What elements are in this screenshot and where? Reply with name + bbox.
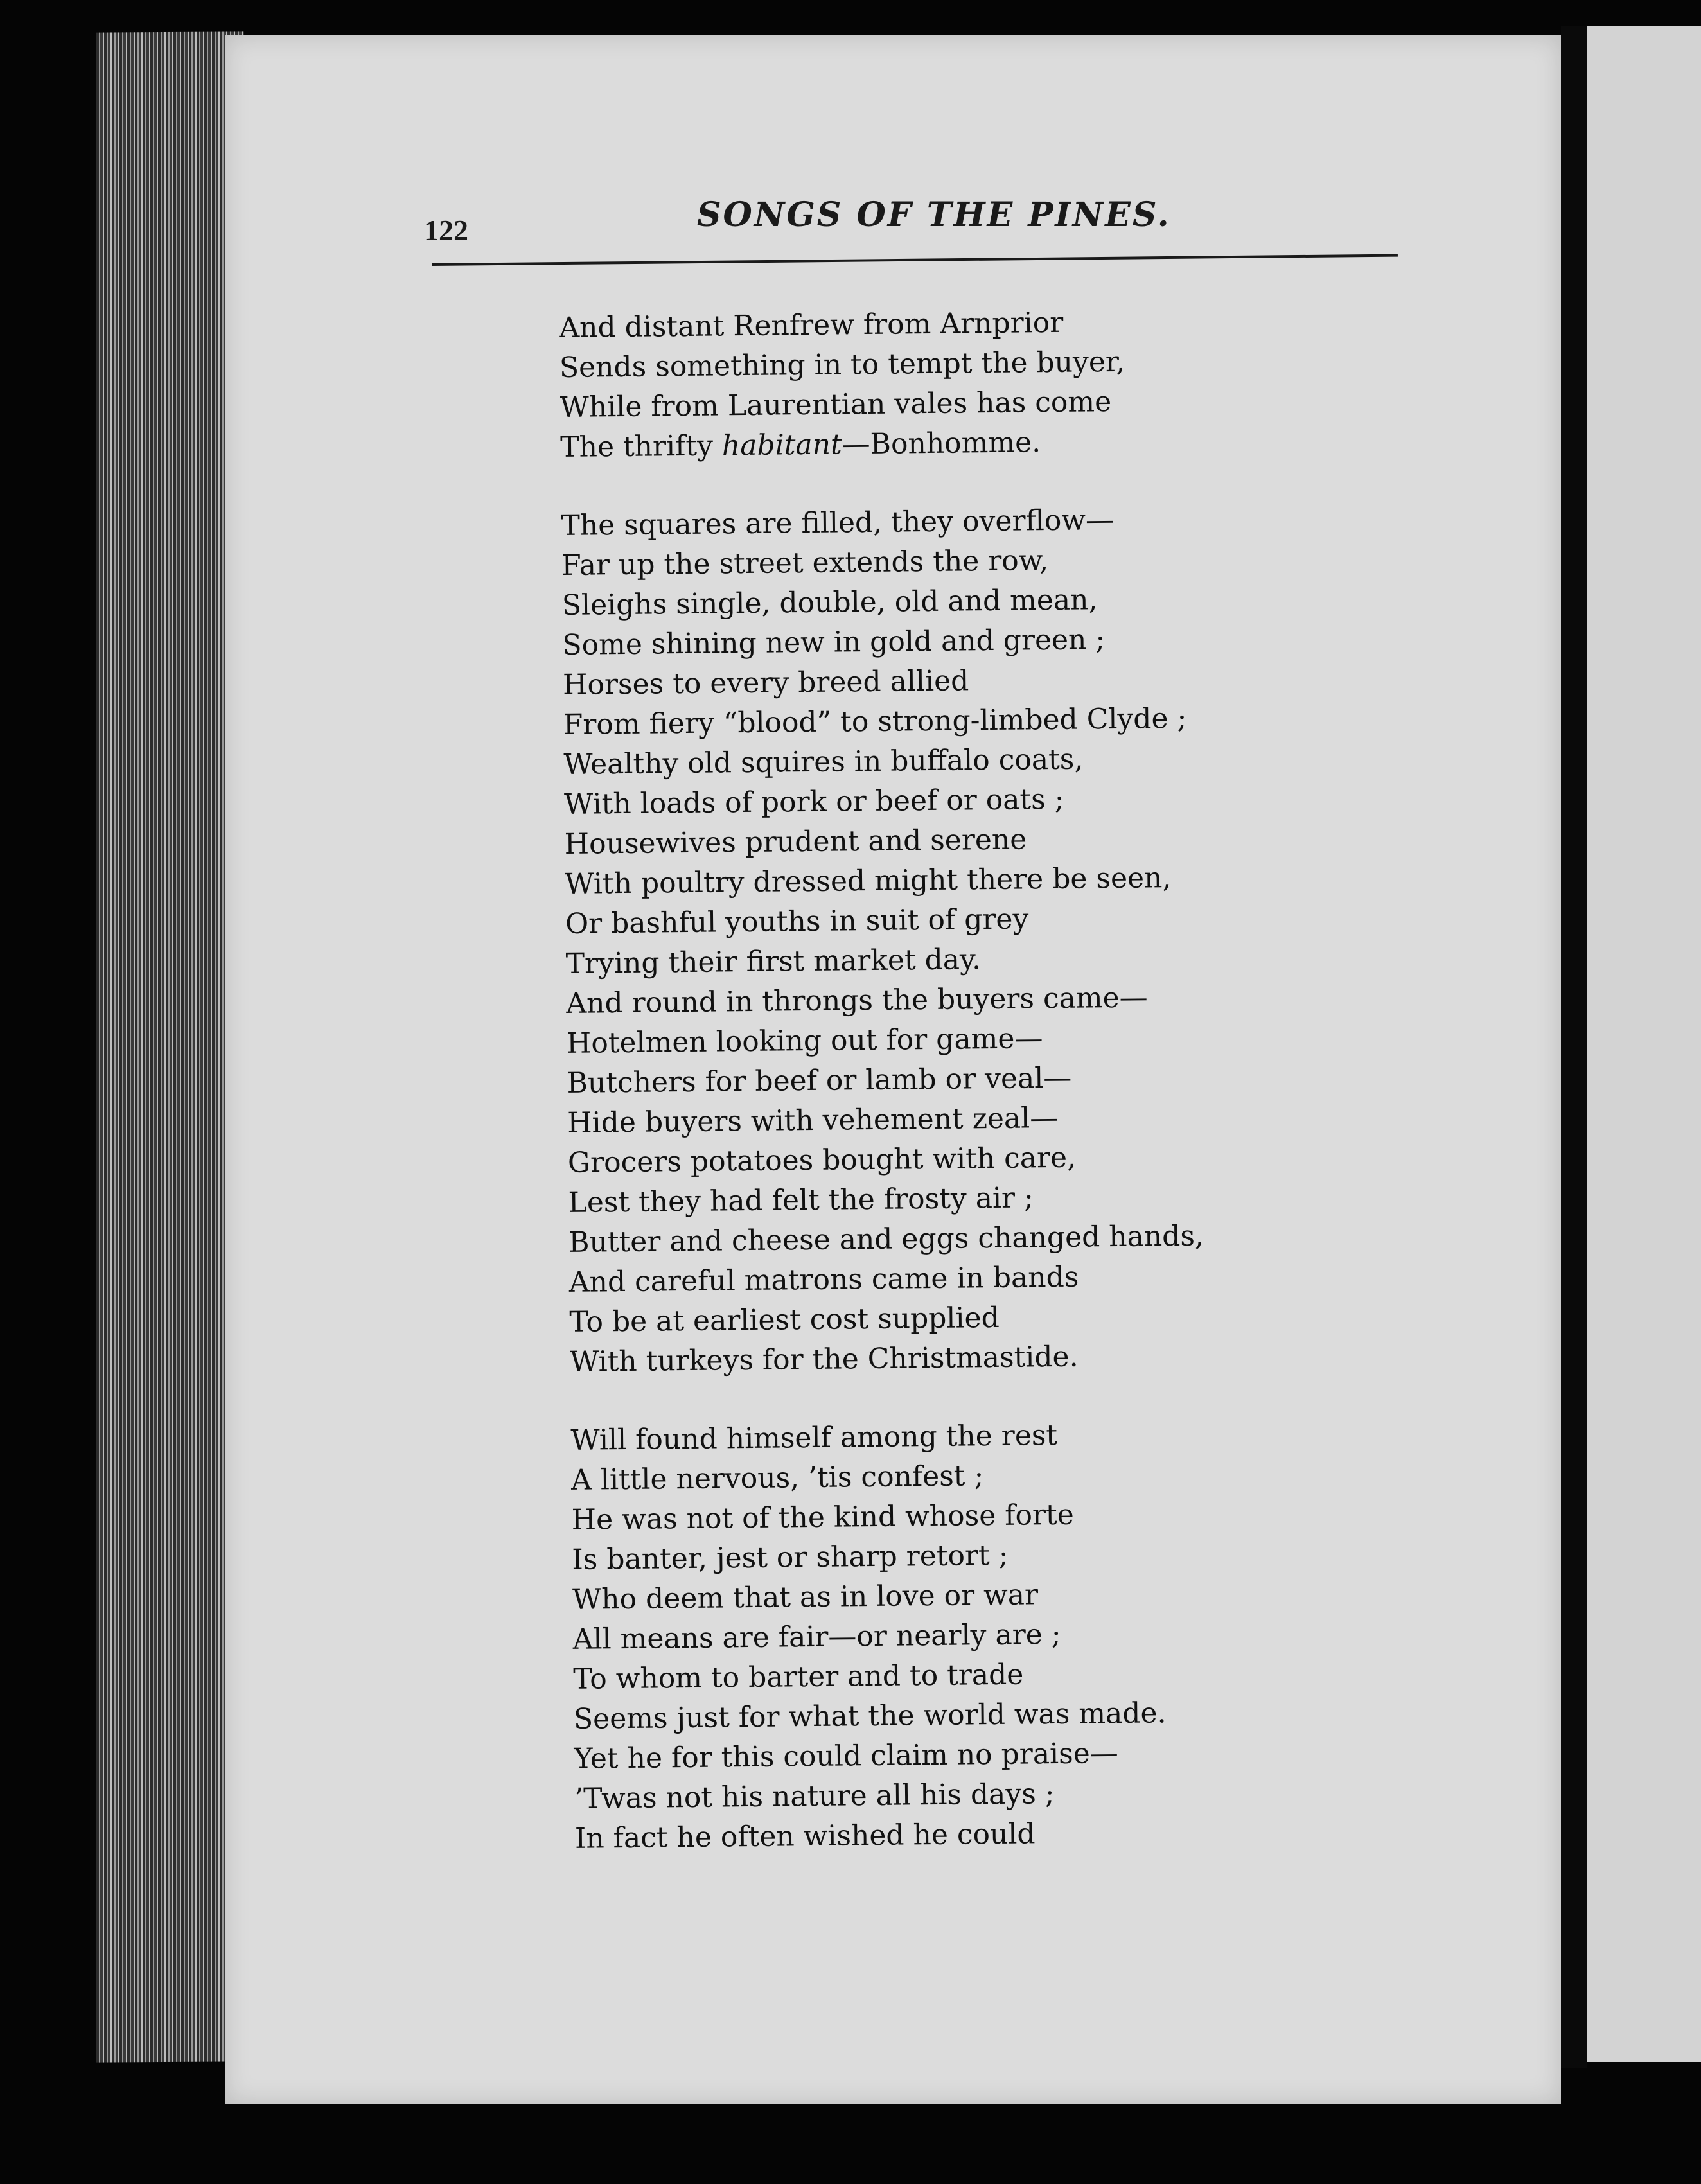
verse-line: All means are fair—or nearly are ;	[572, 1617, 1061, 1656]
verse-line: And distant Renfrew from Arnprior	[559, 306, 1064, 344]
poem-text	[559, 299, 1411, 1897]
verse-line: To whom to barter and to trade	[573, 1658, 1024, 1696]
verse-line: With turkeys for the Christmastide.	[569, 1340, 1079, 1378]
verse-line: Or bashful youths in suit of grey	[565, 903, 1029, 940]
verse-line: Housewives prudent and serene	[564, 823, 1027, 861]
running-header	[424, 188, 1407, 258]
verse-line: Sends something in to tempt the buyer,	[559, 345, 1125, 384]
verse-line-start: The thrifty	[560, 429, 723, 464]
facing-page	[1587, 26, 1701, 2062]
verse-line-end: —Bonhomme.	[842, 426, 1041, 461]
verse-line: Who deem that as in love or war	[572, 1578, 1039, 1616]
verse-line: The squares are filled, they overflow—	[561, 503, 1115, 542]
verse-line: While from Laurentian vales has come	[560, 385, 1112, 424]
verse-line: Grocers potatoes bought with care,	[567, 1141, 1077, 1179]
verse-line: To be at earliest cost supplied	[569, 1301, 1000, 1339]
verse-line: Butter and cheese and eggs changed hands,	[568, 1219, 1204, 1259]
verse-line: Seems just for what the world was made.	[573, 1696, 1167, 1736]
verse-line: Will found himself among the rest	[570, 1418, 1058, 1457]
verse-line: Lest they had felt the frosty air ;	[568, 1181, 1034, 1219]
verse-line: Hotelmen looking out for game—	[566, 1022, 1043, 1060]
verse-line: With poultry dressed might there be seen,	[565, 861, 1172, 901]
verse-line: In fact he often wished he could	[574, 1817, 1036, 1855]
stanza	[559, 299, 1396, 468]
verse-line: ’Twas not his nature all his days ;	[574, 1777, 1055, 1815]
verse-line: Far up the street extends the row,	[561, 544, 1049, 582]
verse-line: Some shining new in gold and green ;	[562, 623, 1106, 662]
book-gutter	[1561, 26, 1587, 2068]
page-edges	[96, 31, 244, 2062]
verse-line: And round in throngs the buyers came—	[566, 981, 1148, 1020]
verse-line: Horses to every breed allied	[562, 664, 969, 701]
verse-line: Yet he for this could claim no praise—	[574, 1737, 1118, 1775]
verse-line: He was not of the kind whose forte	[571, 1498, 1074, 1537]
verse-line: Trying their first market day.	[565, 943, 982, 980]
verse-line: And careful matrons came in bands	[568, 1260, 1079, 1299]
verse-line: Butchers for beef or lamb or veal—	[567, 1061, 1072, 1100]
verse-line: Hide buyers with vehement zeal—	[567, 1101, 1059, 1140]
verse-line: A little nervous, ’tis confest ;	[570, 1459, 984, 1497]
running-title: SONGS OF THE PINES.	[697, 195, 1171, 234]
verse-line: Is banter, jest or sharp retort ;	[572, 1538, 1009, 1576]
verse-line: With loads of pork or beef or oats ;	[563, 782, 1064, 821]
italic-word: habitant	[721, 428, 842, 462]
verse-line	[560, 419, 1396, 468]
page-number: 122	[424, 214, 468, 247]
stanza	[570, 1412, 1410, 1859]
stanza	[561, 497, 1405, 1382]
verse-line: From fiery “blood” to strong-limbed Clyde ;	[563, 701, 1187, 741]
verse-line: Wealthy old squires in buffalo coats,	[563, 743, 1084, 781]
verse-line: Sleighs single, double, old and mean,	[561, 583, 1098, 622]
